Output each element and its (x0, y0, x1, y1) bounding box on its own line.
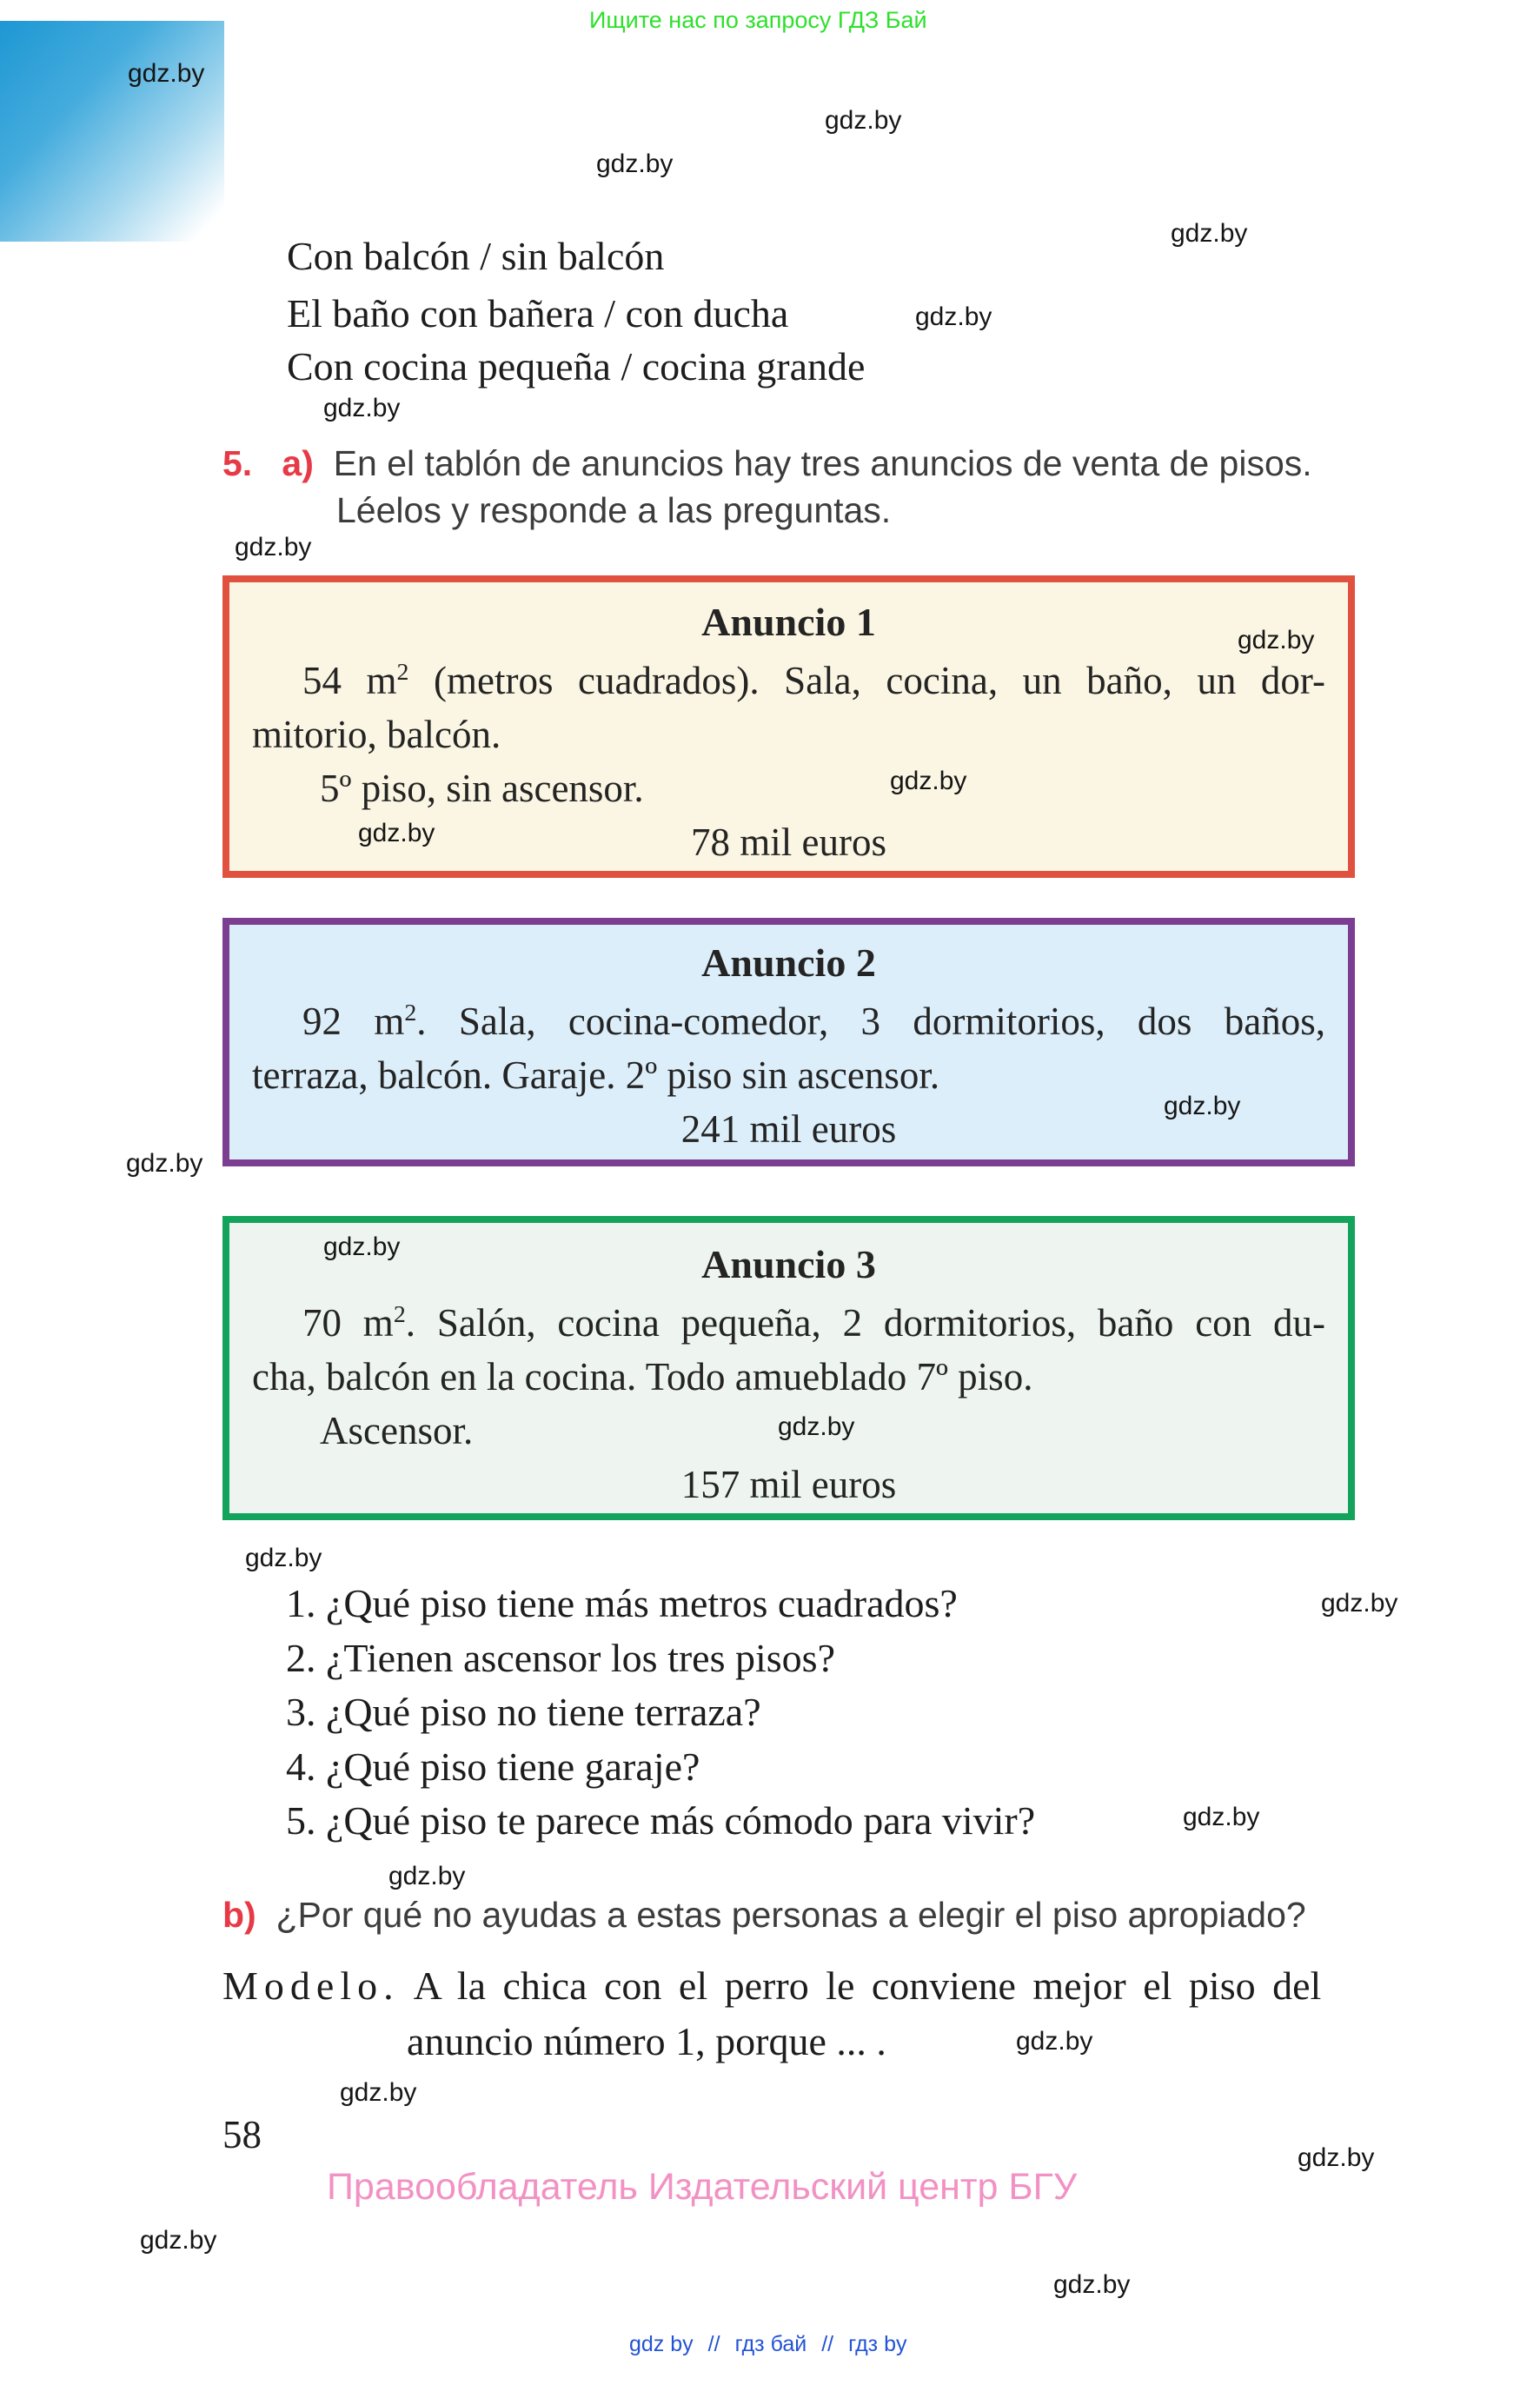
watermark-gdzby: gdz.by (1321, 1589, 1398, 1618)
modelo-line1 (222, 1963, 1321, 2009)
footer-link-gdz-by-2[interactable]: гдз by (848, 2332, 907, 2356)
exercise-5b-line (222, 1895, 1306, 1936)
watermark-gdzby: gdz.by (245, 1544, 322, 1572)
footer-links (629, 2332, 907, 2357)
watermark-gdzby: gdz.by (890, 767, 967, 795)
exercise-number: 5. (222, 443, 253, 483)
exercise-5a-line1 (222, 443, 1312, 484)
watermark-gdzby: gdz.by (358, 819, 435, 847)
watermark-gdzby: gdz.by (323, 1232, 401, 1261)
page-number: 58 (222, 2113, 262, 2156)
watermark-gdzby: gdz.by (340, 2078, 417, 2107)
anuncio-1-line3: 5º piso, sin ascensor. (320, 767, 644, 810)
anuncio-3-line1-rest: . Salón, cocina pequeña, 2 dormitorios, baño con du- (405, 1301, 1325, 1345)
watermark-gdzby: gdz.by (126, 1149, 203, 1178)
anuncio-3-line1 (252, 1296, 1325, 1350)
watermark-gdzby: gdz.by (1171, 219, 1248, 248)
anuncio-3-price: 157 mil euros (680, 1463, 897, 1506)
anuncio-1-price: 78 mil euros (691, 820, 886, 864)
intro-line-3: Con cocina pequeña / cocina grande (287, 344, 866, 389)
anuncio-3-area: 70 m (302, 1301, 394, 1345)
modelo-line2: anuncio número 1, porque ... . (407, 2019, 886, 2063)
part-b-text: ¿Por qué no ayudas a estas personas a elegir el piso apropiado? (275, 1895, 1306, 1935)
anuncio-1-title: Anuncio 1 (701, 600, 876, 644)
watermark-gdzby: gdz.by (128, 59, 205, 88)
modelo-line1-rest: A la chica con el perro le conviene mejor el piso del (413, 1963, 1322, 2008)
anuncio-2-line1 (252, 994, 1325, 1048)
decorative-gradient-square (0, 21, 224, 242)
watermark-gdzby: gdz.by (140, 2226, 217, 2255)
anuncio-3-line2: cha, balcón en la cocina. Todo amueblado 7º piso. (252, 1355, 1033, 1398)
intro-line-1: Con balcón / sin balcón (287, 234, 665, 278)
footer-separator: // (707, 2332, 720, 2356)
watermark-gdzby: gdz.by (1164, 1092, 1241, 1120)
question-item-4: 4. ¿Qué piso tiene garaje? (286, 1744, 700, 1789)
part-b-label: b) (222, 1895, 256, 1935)
exercise-5a-line2: Léelos y responde a las preguntas. (336, 490, 892, 530)
watermark-gdzby: gdz.by (825, 106, 902, 135)
publisher-credit: Правообладатель Издательский центр БГУ (327, 2166, 1078, 2208)
part-a-text-line1: En el tablón de anuncios hay tres anuncios de venta de pisos. (333, 443, 1312, 483)
question-item-2: 2. ¿Tienen ascensor los tres pisos? (286, 1636, 835, 1680)
anuncio-2-price: 241 mil euros (680, 1107, 897, 1151)
watermark-gdzby: gdz.by (1053, 2270, 1131, 2299)
superscript-2: 2 (393, 1301, 406, 1328)
anuncio-2-line1-rest: . Sala, cocina-comedor, 3 dormitorios, dos baños, (416, 1000, 1325, 1043)
watermark-gdzby: gdz.by (1238, 626, 1315, 654)
watermark-gdzby: gdz.by (388, 1862, 466, 1890)
anuncio-1-line1-rest: (metros cuadrados). Sala, cocina, un baño, un dor- (408, 659, 1325, 702)
watermark-gdzby: gdz.by (596, 149, 674, 178)
footer-link-gdz-bai[interactable]: гдз бай (734, 2332, 807, 2356)
footer-separator: // (821, 2332, 834, 2356)
anuncio-2-line2: terraza, balcón. Garaje. 2º piso sin ascensor. (252, 1053, 940, 1097)
question-item-5: 5. ¿Qué piso te parece más cómodo para vivir? (286, 1798, 1036, 1843)
anuncio-2-title: Anuncio 2 (701, 940, 876, 985)
question-item-3: 3. ¿Qué piso no tiene terraza? (286, 1690, 761, 1734)
question-item-1: 1. ¿Qué piso tiene más metros cuadrados? (286, 1581, 958, 1625)
footer-link-gdz-by[interactable]: gdz by (629, 2332, 694, 2356)
intro-line-2: El baño con bañera / con ducha (287, 291, 789, 335)
superscript-2: 2 (404, 1000, 417, 1026)
anuncio-1-line2: mitorio, balcón. (252, 713, 501, 756)
watermark-gdzby: gdz.by (915, 302, 992, 331)
watermark-gdzby: gdz.by (235, 533, 312, 561)
watermark-gdzby: gdz.by (778, 1412, 855, 1441)
anuncio-1-area: 54 m (302, 659, 397, 702)
anuncio-1-line1 (252, 654, 1325, 708)
watermark-gdzby: gdz.by (1183, 1803, 1260, 1831)
anuncio-box-2 (222, 918, 1355, 1166)
modelo-label: Modelo. (222, 1963, 400, 2008)
promo-banner-text: Ищите нас по запросу ГДЗ Бай (589, 7, 927, 33)
watermark-gdzby: gdz.by (1016, 2027, 1093, 2056)
anuncio-3-title: Anuncio 3 (701, 1242, 876, 1286)
anuncio-3-line3: Ascensor. (320, 1409, 474, 1452)
part-a-label: a) (282, 443, 314, 483)
watermark-gdzby: gdz.by (323, 394, 401, 422)
watermark-gdzby: gdz.by (1298, 2143, 1375, 2172)
superscript-2: 2 (396, 659, 409, 686)
anuncio-2-area: 92 m (302, 1000, 405, 1043)
